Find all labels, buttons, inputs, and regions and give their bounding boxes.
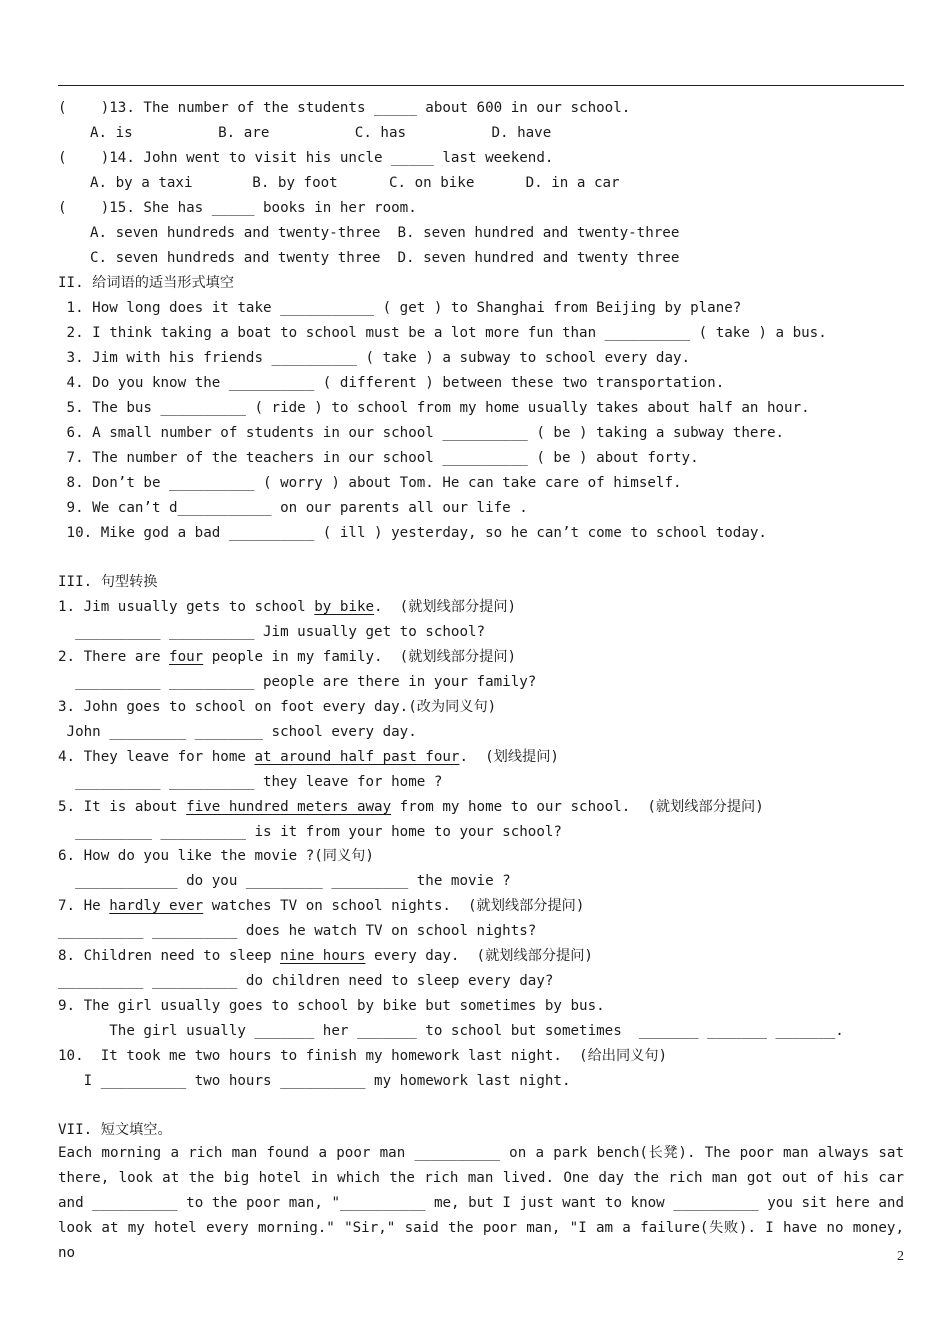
fill-item-7: 7. The number of the teachers in our school __________ ( be ) about forty.	[58, 450, 699, 466]
transform-answer-5: _________ __________ is it from your home to your school?	[58, 824, 562, 840]
options-14: A. by a taxi B. by foot C. on bike D. in a car	[90, 175, 620, 191]
transform-item-3: 3. John goes to school on foot every day.(改为同义句)	[58, 699, 497, 715]
question-15: ( )15. She has _____ books in her room.	[58, 200, 417, 216]
fill-item-9: 9. We can’t d___________ on our parents all our life .	[58, 500, 528, 516]
fill-item-1: 1. How long does it take ___________ ( get ) to Shanghai from Beijing by plane?	[58, 300, 742, 316]
section-heading-iii: III. 句型转换	[58, 574, 158, 590]
fill-item-6: 6. A small number of students in our school __________ ( be ) taking a subway there.	[58, 425, 785, 441]
section-heading-vii: VII. 短文填空。	[58, 1122, 172, 1138]
page-number: 2	[897, 1249, 904, 1264]
transform-item-7: 7. He hardly ever watches TV on school nights. (就划线部分提问)	[58, 898, 585, 914]
transform-answer-1: __________ __________ Jim usually get to school?	[58, 624, 486, 640]
cloze-passage: Each morning a rich man found a poor man __________ on a park bench(长凳). The poor man always sat there, look at the big hotel in which the rich man lived. One day the rich man got out of his car and __________ to the poor man, "__________ me, but I just want to know __________ you sit here and look at my hotel every morning." "Sir," said the poor man, "I am a failure(失败). I have no money, no	[58, 1145, 904, 1261]
transform-answer-7: __________ __________ does he watch TV on school nights?	[58, 923, 537, 939]
transform-item-8: 8. Children need to sleep nine hours every day. (就划线部分提问)	[58, 948, 593, 964]
transform-item-6: 6. How do you like the movie ?(同义句)	[58, 848, 374, 864]
transform-answer-8: __________ __________ do children need to sleep every day?	[58, 973, 554, 989]
transform-answer-6: ____________ do you _________ _________ the movie ?	[58, 873, 511, 889]
question-13: ( )13. The number of the students _____ about 600 in our school.	[58, 100, 631, 116]
question-14: ( )14. John went to visit his uncle _____ last weekend.	[58, 150, 554, 166]
fill-item-4: 4. Do you know the __________ ( different ) between these two transportation.	[58, 375, 725, 391]
fill-item-3: 3. Jim with his friends __________ ( take ) a subway to school every day.	[58, 350, 691, 366]
transform-item-9: 9. The girl usually goes to school by bike but sometimes by bus.	[58, 998, 605, 1014]
transform-item-2: 2. There are four people in my family. (就划线部分提问)	[58, 649, 517, 665]
transform-answer-4: __________ __________ they leave for home ?	[58, 774, 443, 790]
section-heading-ii: II. 给词语的适当形式填空	[58, 275, 235, 291]
transform-answer-3: John _________ ________ school every day.	[58, 724, 417, 740]
options-15-cd: C. seven hundreds and twenty three D. seven hundred and twenty three	[90, 250, 680, 266]
fill-item-2: 2. I think taking a boat to school must be a lot more fun than __________ ( take ) a bus.	[58, 325, 827, 341]
transform-answer-10: I __________ two hours __________ my homework last night.	[58, 1073, 571, 1089]
fill-item-10: 10. Mike god a bad __________ ( ill ) yesterday, so he can’t come to school today.	[58, 525, 767, 541]
transform-answer-9: The girl usually _______ her _______ to school but sometimes _______ _______ _______.	[58, 1023, 844, 1039]
fill-item-5: 5. The bus __________ ( ride ) to school from my home usually takes about half an hour.	[58, 400, 810, 416]
transform-answer-2: __________ __________ people are there in your family?	[58, 674, 537, 690]
transform-item-1: 1. Jim usually gets to school by bike. (就划线部分提问)	[58, 599, 517, 615]
transform-item-5: 5. It is about five hundred meters away from my home to our school. (就划线部分提问)	[58, 799, 764, 815]
transform-item-4: 4. They leave for home at around half past four. (划线提问)	[58, 749, 559, 765]
fill-item-8: 8. Don’t be __________ ( worry ) about Tom. He can take care of himself.	[58, 475, 682, 491]
header-rule	[58, 85, 904, 86]
options-15-ab: A. seven hundreds and twenty-three B. seven hundred and twenty-three	[90, 225, 680, 241]
transform-item-10: 10. It took me two hours to finish my homework last night. (给出同义句)	[58, 1048, 668, 1064]
options-13: A. is B. are C. has D. have	[90, 125, 552, 141]
